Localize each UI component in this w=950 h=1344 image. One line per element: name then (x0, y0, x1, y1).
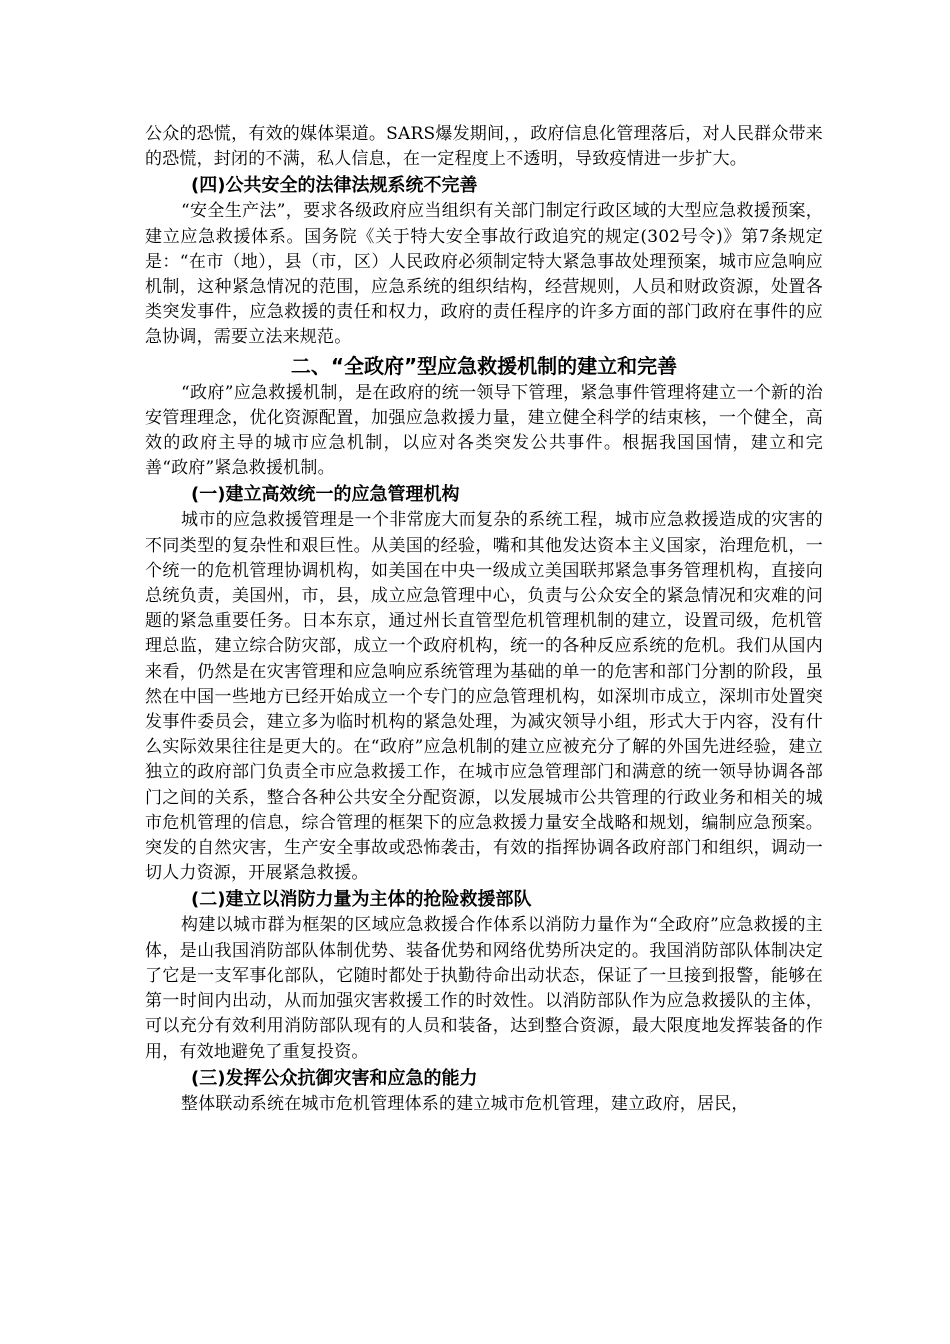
section-2-title: 二、“全政府”型应急救援机制的建立和完善 (290, 353, 678, 378)
paragraph-3: 整体联动系统在城市危机管理体系的建立城市危机管理，建立政府，居民， (181, 1093, 749, 1114)
paragraph-2: 构建以城市群为框架的区域应急救援合作体系以消防力量作为“全政府”应急救援的主体，是山我国消防部队体制优势、装备优势和网络优势所决定的。我国消防部队体制决定了它是一支军事化部队，它随时都处于执勤待命出动状态，保证了一旦接到报警，能够在第一时间内出动，从而加强灾害救援工作的时效性。以消防部队作为应急救援队的主体，可以充分有效利用消防部队现有的人员和装备，达到整合资源，最大限度地发挥装备的作用，有效地避免了重复投资。 (145, 915, 823, 1062)
paragraph-1: 城市的应急救援管理是一个非常庞大而复杂的系统工程，城市应急救援造成的灾害的不同类型的复杂性和艰巨性。从美国的经验，嘴和其他发达资本主义国家，治理危机，一个统一的危机管理协调机构，如美国在中央一级成立美国联邦紧急事务管理机构，直接向总统负责，美国州，市，县，成立应急管理中心，负责与公众安全的紧急情况和灾难的问题的紧急重要任务。日本东京，通过州长直管型危机管理机制的建立，设置司级，危机管理总监，建立综合防灾部，成立一个政府机构，统一的各种反应系统的危机。我们从国内来看，仍然是在灾害管理和应急响应系统管理为基础的单一的危害和部门分割的阶段，虽然在中国一些地方已经开始成立一个专门的应急管理机构，如深圳市成立，深圳市处置突发事件委员会，建立多为临时机构的紧急处理，为减灾领导小组，形式大于内容，没有什么实际效果往往是更大的。在“政府”应急机制的建立应被充分了解的外国先进经验，建立独立的政府部门负责全市应急救援工作，在城市应急管理部门和满意的统一领导协调各部门之间的关系，整合各种公共安全分配资源，以发展城市公共管理的行政业务和相关的城市危机管理的信息，综合管理的框架下的应急救援力量安全战略和规划，编制应急预案。突发的自然灾害，生产安全事故或恐怖袭击，有效的指挥协调各政府部门和组织，调动一切人力资源，开展紧急救援。 (145, 510, 823, 884)
subheading-4: (四)公共安全的法律法规系统不完善 (191, 175, 478, 197)
subheading-3: (三)发挥公众抗御灾害和应急的能力 (191, 1067, 478, 1089)
intro-paragraph: 公众的恐慌，有效的媒体渠道。SARS爆发期间，，政府信息化管理落后，对人民群众带来的恐慌，封闭的不满，私人信息，在一定程度上不透明，导致疫情进一步扩大。 (145, 124, 823, 170)
subheading-2: (二)建立以消防力量为主体的抢险救援部队 (191, 889, 532, 911)
subheading-1: (一)建立高效统一的应急管理机构 (191, 484, 460, 506)
section-2-paragraph: “政府”应急救援机制，是在政府的统一领导下管理，紧急事件管理将建立一个新的治安管理理念，优化资源配置，加强应急救援力量，建立健全科学的结束核，一个健全，高效的政府主导的城市应急机制，以应对各类突发公共事件。根据我国国情，建立和完善“政府”紧急救援机制。 (145, 382, 823, 479)
paragraph-4: “安全生产法”，要求各级政府应当组织有关部门制定行政区域的大型应急救援预案，建立应急救援体系。国务院《关于特大安全事故行政追究的规定(302号令)》第7条规定是：“在市（地），县（市，区）人民政府必须制定特大紧急事故处理预案，城市应急响应机制，这种紧急情况的范围，应急系统的组织结构，经营规则，人员和财政资源，处置各类突发事件，应急救援的责任和权力，政府的责任程序的许多方面的部门政府在事件的应急协调，需要立法来规范。 (145, 201, 823, 348)
document-body (145, 122, 823, 1117)
